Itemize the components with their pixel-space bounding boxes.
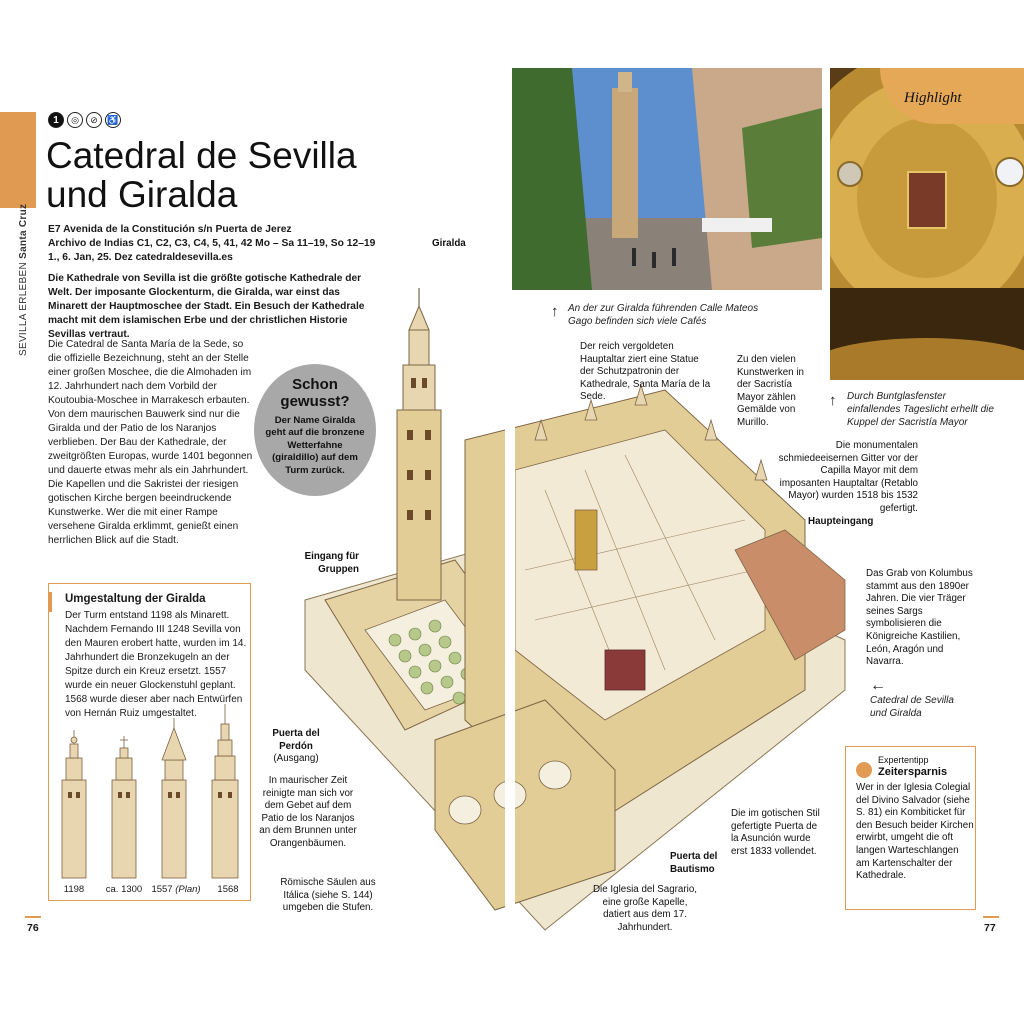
did-you-know-text: Der Name Giralda geht auf die bronzene Wetterfahne (giraldillo) auf dem Turm zurück. bbox=[265, 415, 365, 476]
did-you-know-bubble: Schon gewusst? Der Name Giralda geht auf die bronzene Wetterfahne (giraldillo) auf dem Turm zurück. bbox=[254, 364, 376, 496]
caption-sacristia: Durch Buntglasfenster einfallendes Tageslicht erhellt die Kuppel der Sacristía Mayor bbox=[847, 391, 994, 428]
lead-paragraph: Die Kathedrale von Sevilla ist die größte gotische Kathedrale der Welt. Der imposante Glockenturm, die Giralda, war einst das Minarett der Hauptmoschee der Stadt. Ein Besuch der Kathedrale macht mit dem islamischen Erbe und der christlichen Historie Sevillas vertraut. bbox=[48, 273, 365, 340]
page-number-right: 77 bbox=[984, 922, 996, 934]
box-text: Der Turm entstand 1198 als Minarett. Nachdem Fernando III 1248 Sevilla von den Mauren erobert hatte, wurden im 14. Jahrhundert die Bronzekugeln an der Spitze durch ein Kreuz ersetzt. 1557 wurde ein neuer Glockenstuhl geplant. 1568 wurde dieser aber nach Entwürfen von Hernán Ruiz umgestaltet. bbox=[65, 610, 247, 719]
tip-kicker: Expertentipp bbox=[878, 755, 929, 765]
page-bar-right bbox=[983, 916, 999, 918]
annotation-perdon: Puerta del Perdón (Ausgang) bbox=[272, 728, 320, 765]
tip-text: Wer in der Iglesia Colegial del Divino Salvador (siehe S. 81) ein Kombiticket für den Besuch beider Kirchen erwirbt, umgeht die oft langen Warteschlangen am Kartenschalter der Kathedrale. bbox=[856, 782, 974, 882]
tip-title: Zeitersparnis bbox=[878, 766, 948, 778]
tower-label-1300: ca. 1300 bbox=[105, 884, 143, 895]
arrow-up-icon-2: ↑ bbox=[829, 392, 837, 409]
page-number-left: 76 bbox=[27, 922, 39, 934]
info-block bbox=[48, 223, 428, 266]
caption-calle: An der zur Giralda führenden Calle Mateos Gago befinden sich viele Cafés bbox=[568, 303, 759, 327]
body-paragraph: Die Catedral de Santa María de la Sede, so die offizielle Bezeichnung, steht an der Stelle einer großen Moschee, die die Almohaden im 12. Jahrhundert nach dem Vorbild der Koutoubia-Moschee in Marrakesch erbauten. Von dem maurischen Bauwerk sind nur die Giralda und der Patio de los Naranjos verblieben. Der Bau der Kathedrale, der zweitgrößten Europas, wurde 1401 begonnen und dauerte etwas mehr als ein Jahrhundert. Die Kapellen und die Sakristei der riesigen gotischen Kirche bergen beeindruckende Kunstwerke. Wer die mit einer Rampe versehene Giralda erklimmt, genießt einen herrlichen Blick auf die Stadt. bbox=[48, 339, 253, 546]
tower-label-1557: 1557 (Plan) bbox=[151, 884, 201, 895]
tower-label-1568: 1568 bbox=[217, 884, 239, 895]
section-tab bbox=[0, 112, 36, 208]
page-bar-left bbox=[25, 916, 41, 918]
box-accent-bar bbox=[48, 592, 52, 612]
info-line-2: Archivo de Indias C1, C2, C3, C4, 5, 41, 42 Mo – Sa 11–19, So 12–19 bbox=[48, 238, 376, 250]
arrow-left-icon: ← bbox=[870, 677, 886, 694]
info-line-1: E7 Avenida de la Constitución s/n Puerta de Jerez bbox=[48, 224, 292, 235]
annotation-eingang: Eingang für Gruppen bbox=[304, 551, 359, 575]
annotation-haupteingang: Haupteingang bbox=[808, 516, 874, 527]
box-title: Umgestaltung der Giralda bbox=[65, 593, 206, 605]
no-flash-icon: ⊘ bbox=[86, 112, 102, 128]
photo-calle-mateos-gago bbox=[512, 68, 822, 290]
arrow-up-icon: ↑ bbox=[551, 303, 559, 320]
speech-bubble-icon bbox=[856, 762, 872, 778]
wheelchair-icon: ♿ bbox=[105, 112, 121, 128]
section-label: SEVILLA ERLEBEN Santa Cruz bbox=[18, 203, 29, 356]
annotation-bautismo: Puerta del Bautismo bbox=[670, 851, 718, 875]
tower-label-1198: 1198 bbox=[63, 884, 85, 895]
annotation-kolumbus: Das Grab von Kolumbus stammt aus den 1890er Jahren. Die vier Träger seines Sargs symbolisieren die Königreiche Kastilien, León, Aragón und Navarra. bbox=[866, 568, 973, 668]
annotation-saeulen: Römische Säulen aus Itálica (siehe S. 144) umgeben die Stufen. bbox=[280, 877, 376, 914]
annotation-sagrario: Die Iglesia del Sagrario, eine große Kapelle, datiert aus dem 17. Jahrhundert. bbox=[592, 884, 697, 933]
camera-icon: ◎ bbox=[67, 112, 83, 128]
annotation-cat-caption: Catedral de Sevilla und Giralda bbox=[870, 695, 954, 719]
annotation-asuncion: Die im gotischen Stil gefertigte Puerta de la Asunción wurde erst 1833 vollendet. bbox=[731, 808, 820, 857]
page-title: Catedral de Sevilla und Giralda bbox=[46, 135, 357, 215]
annotation-patio: In maurischer Zeit reinigte man sich vor dem Gebet auf dem Patio de los Naranjos an dem Brunnen unter Orangenbäumen. bbox=[259, 775, 357, 849]
annotation-capilla: Die monumentalen schmiedeeisernen Gitter vor der Capilla Mayor mit dem imposanten Hauptaltar (Retablo Mayor) wurden 1518 bis 1532 gefertigt. bbox=[778, 440, 918, 514]
tower-evolution-drawing bbox=[52, 700, 248, 882]
feature-icons bbox=[48, 112, 121, 128]
annotation-giralda: Giralda bbox=[432, 238, 466, 249]
info-line-3: 1., 6. Jan, 25. Dez catedraldesevilla.es bbox=[48, 252, 233, 264]
highlight-label: Highlight bbox=[904, 90, 962, 106]
section-area: Santa Cruz bbox=[18, 203, 29, 259]
page-gutter bbox=[505, 290, 515, 950]
annotation-hauptaltar: Der reich vergoldeten Hauptaltar ziert eine Statue der Schutzpatronin der Kathedrale, Santa María de la Sede. bbox=[580, 341, 711, 403]
number-1-badge: 1 bbox=[48, 112, 64, 128]
annotation-sacristia: Zu den vielen Kunstwerken in der Sacristía Mayor zählen Gemälde von Murillo. bbox=[737, 354, 804, 428]
